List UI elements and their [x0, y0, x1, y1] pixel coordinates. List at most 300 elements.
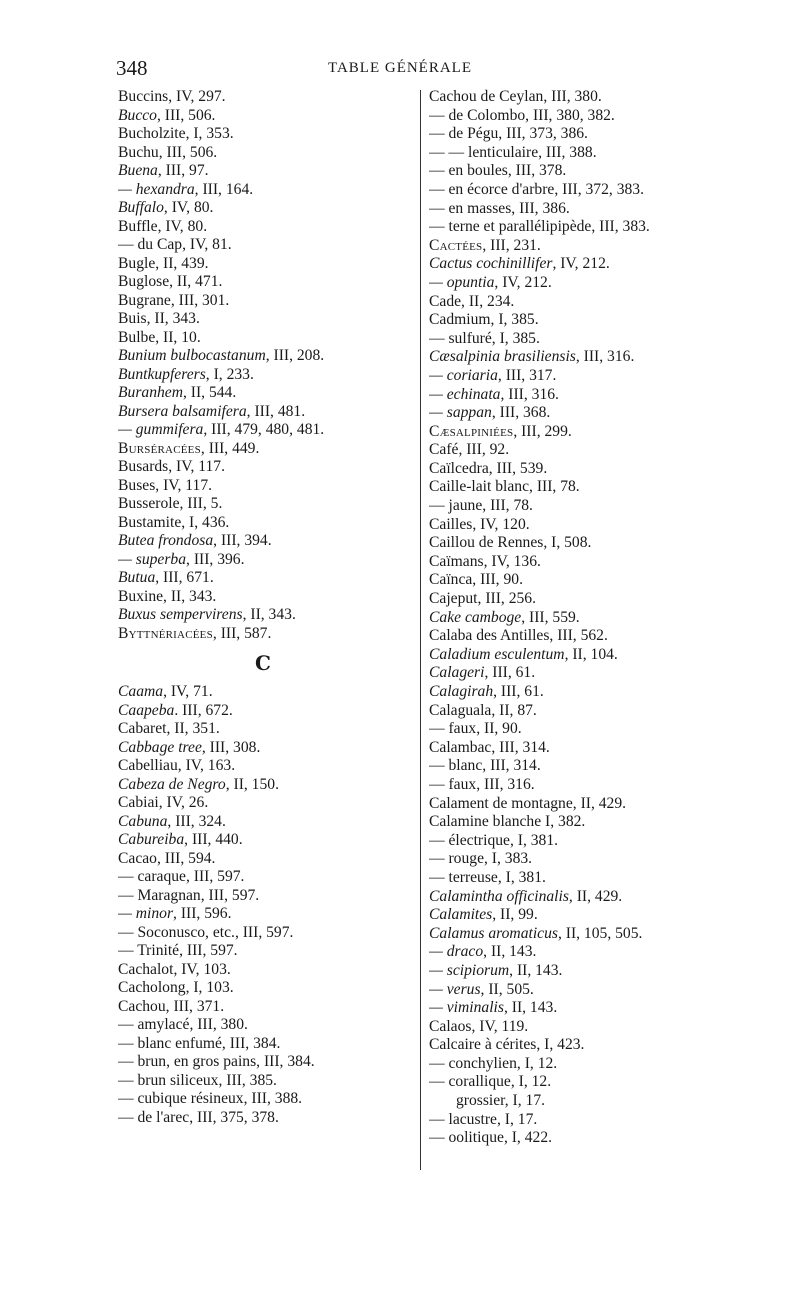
entry-reference: , III, 92.	[458, 441, 510, 459]
entry-reference: , III, 481.	[246, 402, 306, 420]
entry-reference: , III, 372, 383.	[554, 180, 644, 198]
entry-term: — viminalis	[429, 999, 504, 1017]
index-entry	[118, 236, 408, 255]
entry-reference: , III, 301.	[170, 291, 230, 309]
index-entry	[429, 683, 759, 702]
entry-term: Caïmans	[429, 552, 484, 570]
entry-reference: , III, 479, 480, 481.	[203, 421, 325, 438]
entry-term: Calaba des Antilles	[429, 627, 550, 645]
entry-reference: , III, 378.	[507, 162, 567, 180]
index-entry	[429, 404, 759, 423]
index-entry	[429, 869, 759, 888]
index-entry	[429, 107, 759, 126]
index-entry	[118, 107, 408, 126]
index-entry	[429, 720, 759, 739]
entry-reference: , III, 506.	[158, 143, 218, 161]
index-entry	[118, 1016, 408, 1035]
entry-reference: , II, 544.	[182, 384, 237, 401]
entry-reference: , I, 508.	[543, 534, 592, 552]
entry-term: Cachalot	[118, 960, 174, 978]
entries-b-section	[118, 88, 408, 643]
index-entry	[118, 924, 408, 943]
entry-term: — en masses	[429, 199, 512, 217]
entries-right	[429, 88, 759, 1148]
entry-term: Calambac	[429, 738, 492, 756]
entry-reference: , I, 12.	[516, 1054, 558, 1072]
entry-reference: , III, 597.	[179, 942, 238, 959]
entry-term: — brun siliceux	[118, 1071, 219, 1089]
entry-term: — du Cap	[118, 236, 183, 253]
entry-reference: , III, 559.	[521, 608, 580, 626]
entry-reference: , III, 314.	[491, 738, 550, 756]
entry-term: — lacustre	[429, 1110, 497, 1128]
index-entry	[118, 421, 408, 440]
entry-reference: , I, 17.	[496, 1110, 538, 1128]
index-entry	[118, 495, 408, 514]
entry-reference: , II, 10.	[155, 328, 201, 346]
entry-term: — en écorce d'arbre	[429, 180, 555, 198]
entry-term: Bustamite	[118, 513, 182, 531]
entry-term: Calamites	[429, 906, 493, 924]
entry-term: — faux	[429, 720, 477, 738]
index-entry	[118, 868, 408, 887]
entry-term: — scipiorum	[429, 961, 510, 979]
index-entry	[118, 384, 408, 403]
index-entry	[429, 795, 759, 814]
entry-term: — Trinité	[118, 942, 180, 959]
index-entry	[118, 739, 408, 758]
entry-term: — superba	[118, 550, 187, 568]
entry-reference: , II, 143.	[503, 999, 558, 1017]
index-entry	[429, 348, 759, 367]
column-divider	[420, 90, 421, 1170]
index-entry	[118, 794, 408, 813]
index-entry	[118, 144, 408, 163]
entry-reference: , III, 506.	[156, 106, 216, 124]
index-entry	[429, 943, 759, 962]
entry-term: — — lenticulaire	[429, 143, 539, 161]
index-entry	[118, 720, 408, 739]
entry-reference: , I, 385.	[490, 311, 539, 329]
entry-term: Cadmium	[429, 311, 491, 329]
index-entry	[429, 386, 759, 405]
entry-reference: , III, 388.	[243, 1090, 303, 1107]
entry-term: — de Pégu	[429, 125, 499, 143]
index-entry	[429, 1092, 759, 1111]
entry-term: Caladium esculentum	[429, 645, 565, 663]
entry-term: Calagirah	[429, 683, 494, 700]
entry-reference: , II, 234.	[461, 292, 515, 310]
entry-term: Butea frondosa	[118, 532, 214, 549]
index-entry	[118, 440, 408, 459]
entry-term: — minor	[118, 905, 174, 922]
index-entry	[429, 609, 759, 628]
entry-term: — blanc enfumé	[118, 1034, 222, 1052]
index-entry	[118, 310, 408, 329]
entry-term: — hexandra	[118, 180, 195, 198]
entry-reference: , III, 208.	[265, 347, 325, 364]
index-entry	[118, 625, 408, 644]
index-entry	[118, 850, 408, 869]
index-entry	[429, 330, 759, 349]
entry-term: — conchylien	[429, 1054, 517, 1072]
index-entry	[118, 1072, 408, 1091]
entry-reference: , III, 78.	[482, 497, 533, 515]
index-column-left	[118, 88, 408, 1127]
index-entry	[429, 144, 759, 163]
index-entry	[429, 1055, 759, 1074]
entry-reference: , I, 233.	[205, 365, 254, 383]
index-entry	[429, 813, 759, 832]
entry-term: — Maragnan	[118, 886, 201, 904]
index-entry	[429, 293, 759, 312]
index-entry	[429, 664, 759, 683]
entry-reference: , III, 597.	[200, 886, 260, 904]
entry-term: Cabiai	[118, 794, 159, 811]
entry-term: — électrique	[429, 831, 510, 849]
entry-term: Cabeza de Negro	[118, 775, 226, 793]
entry-term: Caapeba	[118, 701, 175, 719]
entry-term: Buntkupferers	[118, 365, 206, 383]
entry-reference: , IV, 297.	[168, 88, 226, 105]
entry-term: — cubique résineux	[118, 1090, 244, 1107]
index-entry	[429, 906, 759, 925]
index-entry	[429, 367, 759, 386]
entry-term: Cade	[429, 292, 462, 310]
index-entry	[429, 832, 759, 851]
entry-reference: , III, 386.	[511, 199, 570, 217]
entry-reference: , I, 422.	[503, 1129, 553, 1147]
index-entry	[429, 88, 759, 107]
entry-term: Buena	[118, 162, 158, 179]
index-entry	[429, 702, 759, 721]
entry-term: Cabuna	[118, 812, 168, 830]
entry-term: Buxine	[118, 587, 164, 605]
index-entry	[118, 683, 408, 702]
entry-term: Buranhem	[118, 384, 183, 401]
entry-term: Buis	[118, 310, 147, 327]
index-entry	[429, 497, 759, 516]
entry-reference: , IV, 81.	[182, 236, 232, 253]
entry-reference: , IV, 119.	[471, 1017, 529, 1035]
index-entry	[429, 516, 759, 535]
entry-reference: , IV, 71.	[163, 683, 213, 700]
entry-term: — caraque	[118, 868, 186, 885]
entry-term: — sulfuré	[429, 329, 492, 347]
entry-term: — sappan	[429, 404, 492, 422]
entry-reference: , II, 471.	[169, 273, 223, 290]
entry-reference: , III, 383.	[591, 218, 650, 236]
index-entry	[429, 181, 759, 200]
entry-term: Calamintha officinalis	[429, 887, 569, 905]
entry-term: Cabaret	[118, 720, 167, 737]
index-entry	[118, 292, 408, 311]
entry-reference: , III, 380.	[543, 88, 602, 105]
entry-reference: , III, 594.	[156, 849, 216, 867]
entry-term: Cachou de Ceylan	[429, 88, 544, 105]
index-column-right	[429, 88, 759, 1148]
index-entry	[429, 888, 759, 907]
index-entry	[429, 274, 759, 293]
entry-reference: , III, 394.	[213, 532, 272, 549]
entry-term: Calcaire à cérites	[429, 1036, 537, 1054]
entry-reference: , III, 373, 386.	[498, 125, 588, 143]
index-entry	[118, 702, 408, 721]
index-entry	[429, 553, 759, 572]
entry-reference: , III, 380.	[189, 1016, 248, 1033]
entry-reference: , III, 380, 382.	[525, 106, 615, 124]
entry-reference: , III, 316.	[500, 385, 559, 403]
index-entry	[429, 739, 759, 758]
entry-term: Bugrane	[118, 291, 171, 309]
entry-term: Calamus aromaticus	[429, 924, 558, 942]
entry-reference: , IV, 212.	[552, 255, 610, 273]
index-entry	[118, 218, 408, 237]
entry-term: Calaos	[429, 1017, 472, 1035]
entry-term: Cabelliau	[118, 757, 178, 774]
entry-term: Busserole	[118, 495, 180, 512]
index-entry	[118, 588, 408, 607]
index-entry	[429, 423, 759, 442]
entry-reference: , IV, 117.	[168, 458, 225, 475]
index-entry	[118, 998, 408, 1017]
entry-reference: , IV, 120.	[472, 515, 530, 533]
entry-reference: , I, 385.	[491, 329, 540, 347]
entry-term: — coriaria	[429, 366, 498, 384]
index-entry	[118, 477, 408, 496]
entry-term: — de l'arec	[118, 1108, 190, 1126]
entry-reference: , III, 316.	[575, 348, 635, 366]
index-entry	[429, 776, 759, 795]
index-entry	[429, 646, 759, 665]
entry-reference: , III, 61.	[493, 683, 544, 700]
index-entry	[118, 458, 408, 477]
entry-term: grossier	[456, 1092, 505, 1110]
index-entry	[118, 514, 408, 533]
entry-term: — amylacé	[118, 1016, 190, 1033]
entry-term: Byttnériacées	[118, 624, 213, 642]
entry-term: Cabbage tree	[118, 738, 202, 756]
index-entry	[429, 850, 759, 869]
index-entry	[118, 88, 408, 107]
entry-term: Cake camboge	[429, 608, 522, 626]
index-entry	[118, 942, 408, 961]
entry-term: — blanc	[429, 757, 483, 775]
entry-term: Buglose	[118, 273, 170, 290]
index-entry	[429, 311, 759, 330]
entry-term: Cactus cochinillifer	[429, 255, 553, 273]
index-entry	[118, 757, 408, 776]
index-entry	[429, 1036, 759, 1055]
index-entry	[118, 347, 408, 366]
entry-reference: , III, 384.	[256, 1053, 315, 1070]
entry-reference: , I, 17.	[504, 1092, 546, 1110]
entry-reference: , II, 87.	[491, 701, 537, 719]
index-entry	[118, 181, 408, 200]
entry-reference: , III, 299.	[513, 422, 572, 440]
entry-reference: , III, 371.	[165, 997, 225, 1015]
entry-reference: , II, 343.	[163, 587, 217, 605]
entry-reference: , IV, 163.	[177, 757, 236, 774]
entry-term: Cæsalpinia brasiliensis	[429, 348, 576, 366]
index-entry	[429, 237, 759, 256]
index-entry	[118, 606, 408, 625]
entry-reference: , III, 562.	[549, 627, 608, 645]
index-entry	[118, 366, 408, 385]
entry-reference: , II, 99.	[492, 906, 538, 924]
entry-reference: , III, 316.	[476, 775, 535, 793]
entry-reference: , II, 439.	[155, 254, 209, 272]
entry-reference: , IV, 80.	[157, 217, 208, 235]
entry-reference: , II, 429.	[572, 794, 627, 812]
entry-reference: , III, 597.	[185, 868, 245, 885]
entry-reference: . III, 672.	[174, 701, 233, 719]
entry-term: Buccins	[118, 88, 169, 105]
index-entry	[429, 981, 759, 1000]
index-entry	[429, 1111, 759, 1130]
entry-term: Bucholzite	[118, 125, 186, 142]
entry-reference: , IV, 103.	[173, 960, 231, 978]
entry-term: — Soconusco, etc.	[118, 923, 235, 941]
entry-reference: , I, 381.	[497, 868, 546, 886]
entry-reference: , III, 324.	[167, 812, 226, 830]
entry-reference: , II, 505.	[480, 980, 534, 998]
entries-c-section	[118, 683, 408, 1127]
entry-term: — terne et parallélipipède	[429, 218, 592, 236]
entry-term: Bursera balsamifera	[118, 402, 247, 420]
entry-term: Buses	[118, 476, 156, 494]
entry-term: Calament de montagne	[429, 794, 573, 812]
index-entry	[118, 1109, 408, 1128]
entry-term: — jaune	[429, 497, 483, 515]
index-entry	[118, 961, 408, 980]
index-entry	[429, 200, 759, 219]
entry-term: Buxus sempervirens	[118, 606, 243, 623]
entry-term: — verus	[429, 980, 481, 998]
entry-term: Bunium bulbocastanum	[118, 347, 266, 364]
entry-term: Cajeput	[429, 590, 478, 608]
entry-reference: , III, 90.	[472, 571, 523, 589]
entry-reference: , III, 308.	[201, 738, 261, 756]
entry-reference: , III, 671.	[155, 569, 214, 586]
entry-term: Café	[429, 441, 459, 459]
entry-reference: , III, 164.	[194, 180, 254, 198]
entry-term: Caïlcedra	[429, 459, 489, 477]
index-entry	[118, 532, 408, 551]
entry-term: — echinata	[429, 385, 501, 403]
index-entry	[118, 813, 408, 832]
entry-reference: , II, 343.	[242, 606, 296, 623]
entry-term: Burséracées	[118, 439, 201, 457]
entry-reference: I, 382.	[541, 813, 586, 831]
entry-reference: , III, 440.	[184, 831, 243, 848]
entry-term: Bucco	[118, 106, 157, 124]
entry-term: Caille-lait blanc	[429, 478, 530, 496]
entry-term: Busards	[118, 458, 169, 475]
index-entry	[118, 979, 408, 998]
entry-term: Calageri	[429, 664, 485, 682]
index-entry	[118, 776, 408, 795]
index-entry	[429, 441, 759, 460]
entry-reference: , III, 78.	[529, 478, 580, 496]
index-entry	[118, 125, 408, 144]
index-entry	[429, 999, 759, 1018]
entry-term: — en boules	[429, 162, 508, 180]
index-entry	[429, 757, 759, 776]
entry-reference: , III, 596.	[173, 905, 232, 922]
entry-term: Cacao	[118, 849, 157, 867]
entry-term: Bugle	[118, 254, 156, 272]
entry-term: Caïnca	[429, 571, 473, 589]
entry-reference: , III, 256.	[477, 590, 536, 608]
index-entry	[118, 255, 408, 274]
entry-term: — faux	[429, 775, 477, 793]
page-header	[0, 56, 800, 86]
index-entry	[118, 1053, 408, 1072]
index-entry	[118, 551, 408, 570]
entry-term: Calamine blanche	[429, 813, 542, 831]
entry-term: Calaguala	[429, 701, 492, 719]
index-entry	[429, 534, 759, 553]
index-entry	[429, 162, 759, 181]
entry-term: Buffle	[118, 217, 158, 235]
index-entry	[429, 460, 759, 479]
index-entry	[429, 590, 759, 609]
index-entry	[118, 199, 408, 218]
entry-term: — gummifera	[118, 421, 204, 438]
entry-reference: , III, 449.	[200, 439, 260, 457]
entry-reference: , II, 143.	[509, 961, 563, 979]
entry-term: Cacholong	[118, 979, 186, 996]
entry-term: — draco	[429, 943, 484, 961]
entry-reference: , III, 384.	[221, 1034, 281, 1052]
entry-reference: , III, 539.	[488, 459, 548, 477]
entry-reference: , III, 231.	[482, 236, 541, 254]
entry-reference: , III, 396.	[186, 550, 245, 568]
entry-term: Buffalo	[118, 199, 164, 216]
index-entry	[429, 125, 759, 144]
entry-reference: , I, 383.	[484, 850, 533, 868]
entry-term: Cachou	[118, 997, 166, 1015]
entry-reference: , IV, 26.	[158, 794, 209, 811]
entry-reference: , I, 423.	[536, 1036, 585, 1054]
entry-term: Butua	[118, 569, 156, 586]
index-entry	[118, 162, 408, 181]
entry-term: — brun, en gros pains	[118, 1053, 257, 1070]
entry-reference: , II, 143.	[483, 943, 537, 961]
index-entry	[429, 1129, 759, 1148]
entry-reference: , III, 61.	[484, 664, 536, 682]
entry-term: — de Colombo	[429, 106, 526, 124]
entry-reference: , II, 150.	[225, 775, 279, 793]
index-entry	[118, 887, 408, 906]
entry-reference: , I, 381.	[509, 831, 559, 849]
index-entry	[429, 1073, 759, 1092]
index-entry	[118, 273, 408, 292]
entry-term: — rouge	[429, 850, 484, 868]
entry-reference: , III, 97.	[157, 162, 209, 179]
index-entry	[429, 478, 759, 497]
entry-reference: , III, 314.	[482, 757, 541, 775]
entry-term: Cailles	[429, 515, 473, 533]
index-entry	[118, 403, 408, 422]
entry-term: Caillou de Rennes	[429, 534, 544, 552]
index-entry	[429, 962, 759, 981]
entry-reference: , III, 587.	[212, 624, 272, 642]
entry-reference: , I, 103.	[185, 979, 234, 996]
entry-reference: , III, 597.	[234, 923, 294, 941]
entry-reference: , II, 351.	[166, 720, 220, 737]
